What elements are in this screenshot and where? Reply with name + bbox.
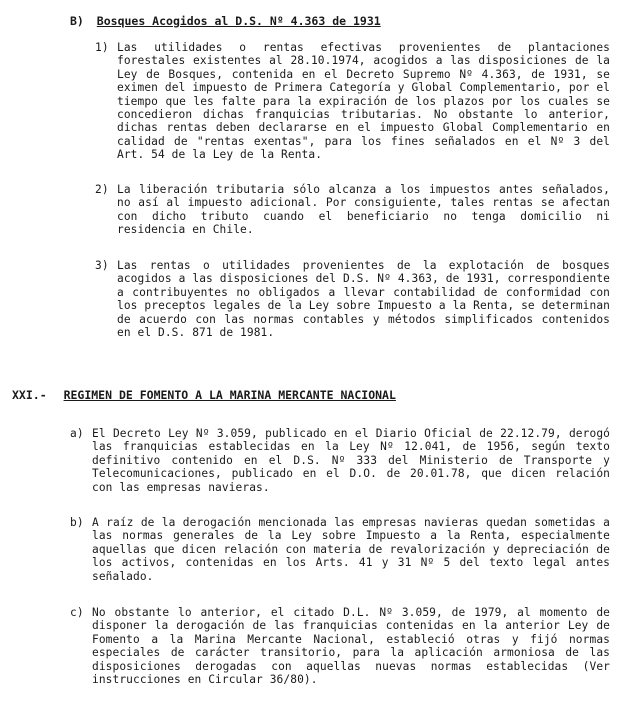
section-b-item-1 <box>95 41 610 162</box>
section-xxi-marker: XXI.- <box>12 388 47 402</box>
item-marker: 2) <box>95 183 109 196</box>
item-text: La liberación tributaria sólo alcanza a los impuestos antes señalados, no así al impuesto adicional. Por consiguiente, tales rentas se afectan con dicho tributo cuando el beneficiario no tenga domicilio ni residencia en Chile. <box>117 183 610 237</box>
section-xxi-item-c <box>70 606 610 687</box>
item-text: No obstante lo anterior, el citado D.L. Nº 3.059, de 1979, al momento de disponer la derogación de las franquicias contenidas en la anterior Ley de Fomento a la Marina Mercante Nacional, estableció otras y fijó normas especiales de carácter transitorio, para la aplicación armoniosa de las disposiciones derogadas con aquellas nuevas normas establecidas (Ver instrucciones en Circular 36/80). <box>92 606 610 687</box>
item-marker: 1) <box>95 41 109 54</box>
section-xxi-item-a <box>70 427 610 494</box>
item-marker: a) <box>70 427 84 440</box>
item-text: Las utilidades o rentas efectivas provenientes de plantaciones forestales existentes al 28.10.1974, acogidos a las disposiciones de la Ley de Bosques, contenida en el Decreto Supremo Nº 4.363, de 1931, se eximen del impuesto de Primera Categoría y Global Complementario, por el tiempo que les falte para la expiración de los plazos por los cuales se concedieron dichas franquicias tributarias. No obstante lo anterior, dichas rentas deben declararse en el impuesto Global Complementario en calidad de "rentas exentas", para los fines señalados en el Nº 3 del Art. 54 de la Ley de la Renta. <box>117 41 610 162</box>
section-xxi-heading <box>12 388 396 402</box>
item-text: A raíz de la derogación mencionada las empresas navieras quedan sometidas a las normas generales de la Ley sobre Impuesto a la Renta, especialmente aquellas que dicen relación con materia de revalorización y depreciación de los activos, contenidas en los Arts. 41 y 31 Nº 5 del texto legal antes señalado. <box>92 516 610 583</box>
section-xxi-item-b <box>70 516 610 583</box>
section-b-title: Bosques Acogidos al D.S. Nº 4.363 de 1931 <box>96 14 381 28</box>
section-b-item-2 <box>95 183 610 237</box>
section-b-heading <box>70 14 381 28</box>
section-b-item-3 <box>95 259 610 340</box>
item-marker: b) <box>70 516 84 529</box>
item-text: El Decreto Ley Nº 3.059, publicado en el Diario Oficial de 22.12.79, derogó las franquicias establecidas en la Ley Nº 12.041, de 1956, según texto definitivo contenido en el D.S. Nº 333 del Ministerio de Transporte y Telecomunicaciones, publicado en el D.O. de 20.01.78, que dicen relación con las empresas navieras. <box>92 427 610 494</box>
section-b-marker: B) <box>70 14 84 28</box>
item-marker: c) <box>70 606 84 619</box>
item-marker: 3) <box>95 259 109 272</box>
section-xxi-title: REGIMEN DE FOMENTO A LA MARINA MERCANTE NACIONAL <box>63 388 396 402</box>
item-text: Las rentas o utilidades provenientes de la explotación de bosques acogidos a las disposiciones del D.S. Nº 4.363, de 1931, correspondiente a contribuyentes no obligados a llevar contabilidad de conformidad con los preceptos legales de la Ley sobre Impuesto a la Renta, se determinan de acuerdo con las normas contables y métodos simplificados contenidos en el D.S. 871 de 1981. <box>117 259 610 340</box>
